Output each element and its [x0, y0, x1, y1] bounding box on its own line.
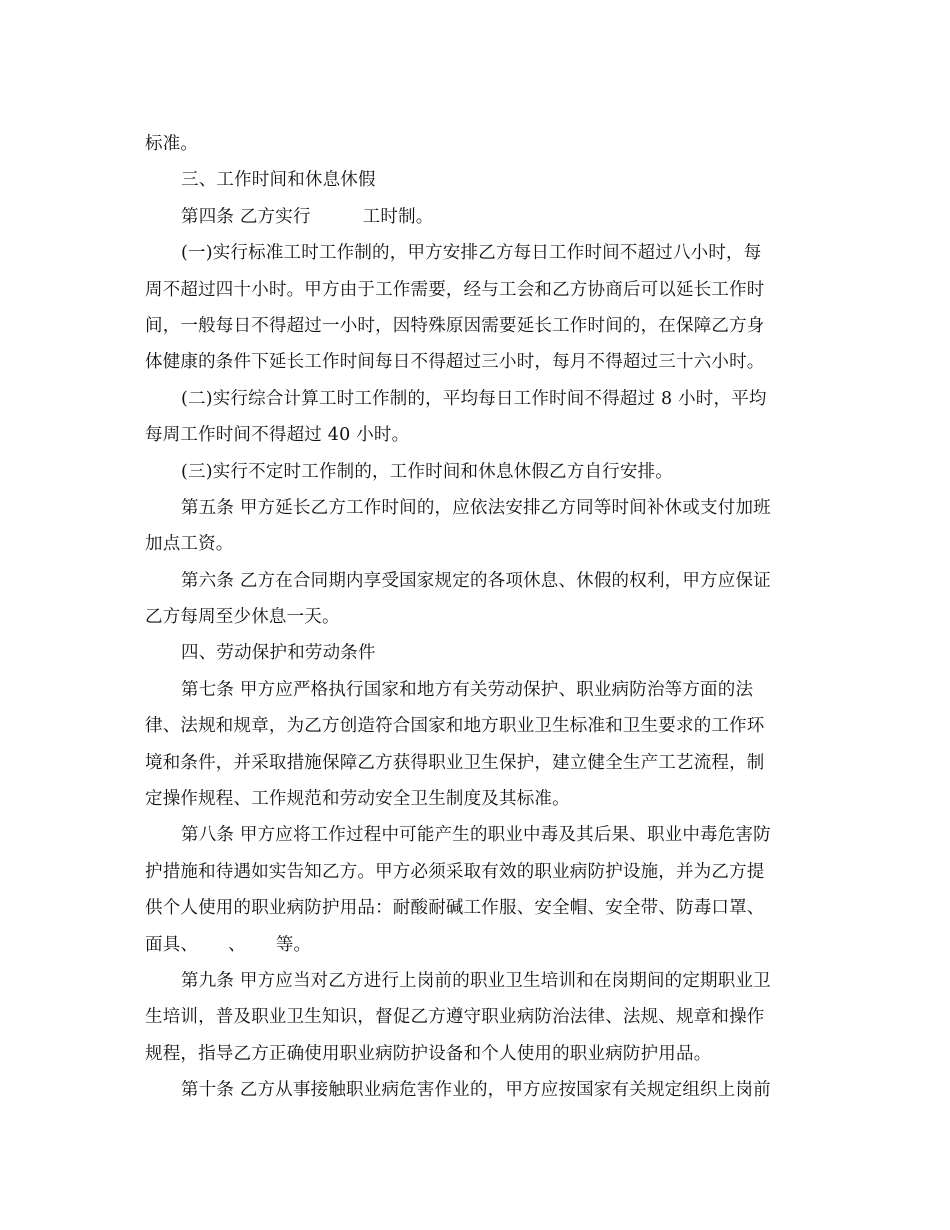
equipment-text-b: 、	[228, 934, 246, 955]
equipment-text-c: 等。	[275, 934, 312, 955]
text-line-22: 供个人使用的职业病防护用品：耐酸耐碱工作服、安全帽、安全带、防毒口罩、	[145, 898, 765, 919]
text-line-11: 第五条 甲方延长乙方工作时间的，应依法安排乙方同等时间补休或支付加班	[181, 497, 771, 518]
article-4-text-a: 第四条 乙方实行	[181, 206, 311, 227]
text-line-6: 间，一般每日不得超过一小时，因特殊原因需要延长工作时间的，在保障乙方身	[145, 315, 765, 336]
article-4-text-b: 工时制。	[362, 206, 434, 227]
text-line-5: 周不超过四十小时。甲方由于工作需要，经与工会和乙方协商后可以延长工作时	[145, 279, 765, 300]
text-line-9: 每周工作时间不得超过 40 小时。	[145, 425, 410, 446]
text-line-8: (二)实行综合计算工时工作制的，平均每日工作时间不得超过 8 小时，平均	[181, 388, 767, 409]
section-heading-3: 三、工作时间和休息休假	[181, 170, 376, 191]
text-line-1: 标准。	[145, 134, 199, 154]
equipment-text-a: 面具、	[145, 934, 199, 955]
text-line-25: 生培训，普及职业卫生知识，督促乙方遵守职业病防治法律、法规、规章和操作	[145, 1007, 765, 1028]
text-line-24: 第九条 甲方应当对乙方进行上岗前的职业卫生培训和在岗期间的定期职业卫	[181, 970, 771, 991]
text-line-26: 规程，指导乙方正确使用职业病防护设备和个人使用的职业病防护用品。	[145, 1043, 712, 1064]
text-line-18: 境和条件，并采取措施保障乙方获得职业卫生保护，建立健全生产工艺流程，制	[145, 752, 765, 773]
text-line-16: 第七条 甲方应严格执行国家和地方有关劳动保护、职业病防治等方面的法	[181, 679, 754, 700]
text-line-12: 加点工资。	[145, 534, 234, 555]
article-4-line	[145, 199, 805, 235]
text-line-7: 体健康的条件下延长工作时间每日不得超过三小时，每月不得超过三十六小时。	[145, 352, 765, 373]
text-line-4: (一)实行标准工时工作制的，甲方安排乙方每日工作时间不超过八小时，每	[181, 243, 762, 264]
text-line-10: (三)实行不定时工作制的，工作时间和休息休假乙方自行安排。	[181, 461, 673, 482]
equipment-line	[145, 927, 805, 963]
section-heading-4: 四、劳动保护和劳动条件	[181, 643, 376, 664]
text-line-13: 第六条 乙方在合同期内享受国家规定的各项休息、休假的权利，甲方应保证	[181, 570, 771, 591]
text-line-17: 律、法规和规章，为乙方创造符合国家和地方职业卫生标准和卫生要求的工作环	[145, 716, 765, 737]
text-line-21: 护措施和待遇如实告知乙方。甲方必须采取有效的职业病防护设施，并为乙方提	[145, 861, 765, 882]
text-line-19: 定操作规程、工作规范和劳动安全卫生制度及其标准。	[145, 789, 570, 810]
text-line-14: 乙方每周至少休息一天。	[145, 607, 340, 628]
document-body	[145, 126, 805, 1109]
text-line-20: 第八条 甲方应将工作过程中可能产生的职业中毒及其后果、职业中毒危害防	[181, 825, 771, 846]
text-line-27: 第十条 乙方从事接触职业病危害作业的，甲方应按国家有关规定组织上岗前	[181, 1080, 771, 1101]
